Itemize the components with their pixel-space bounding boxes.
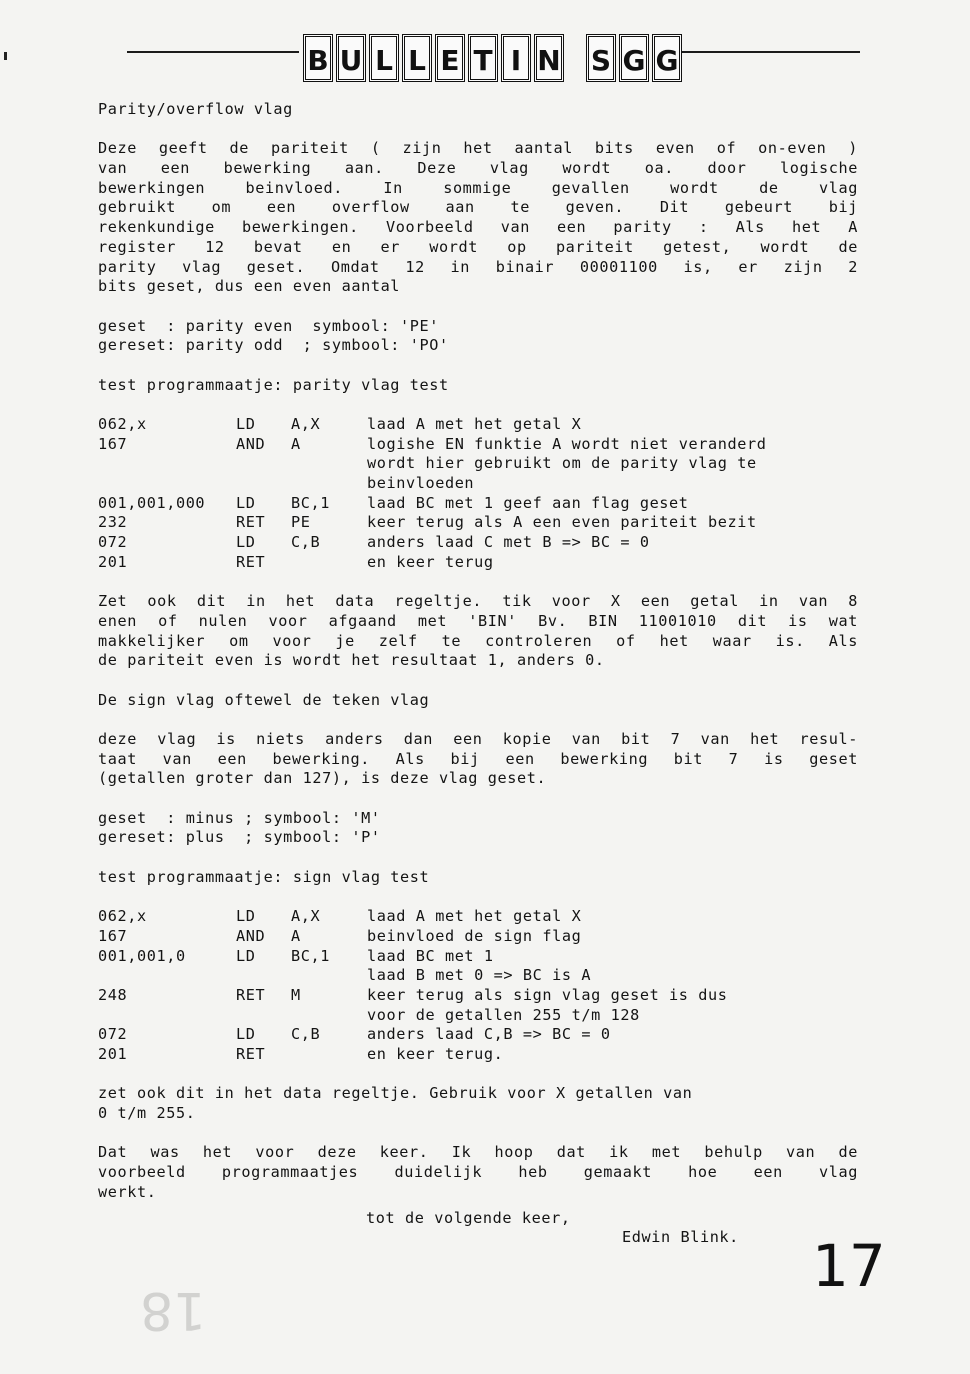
paragraph-line: Deze geeft de pariteit ( zijn het aantal bits even of on-even ) [98,139,858,158]
mnemonic: LD [236,415,256,433]
program-row [98,553,858,573]
paragraph-line: Dat was het voor deze keer. Ik hoop dat ik met behulp van de [98,1143,858,1162]
paragraph-line: enen of nulen voor afgaand met 'BIN' Bv. BIN 11001010 dit is wat [98,611,858,630]
paragraph-closing [98,1143,858,1202]
sign-program-listing [98,907,858,1065]
opcode-bytes: 167 [98,434,128,453]
masthead-letter: U [336,34,366,82]
program-comment: keer terug als sign vlag geset is dus [367,985,728,1004]
opcode-bytes: 167 [98,926,128,945]
program-row [98,533,858,553]
operand: A,X [291,907,321,926]
program-comment: en keer terug [367,552,494,571]
program-comment: anders laad C,B => BC = 0 [367,1025,611,1044]
closing-line: tot de volgende keer, [366,1209,571,1227]
paragraph-line: parity vlag geset. Omdat 12 in binair 00001100 is, er zijn 2 [98,257,858,276]
operand [291,966,367,986]
masthead-letter: L [402,34,432,82]
program-row [98,454,858,474]
state-line: geset : minus ; symbool: 'M' [98,808,381,827]
program-comment: laad B met 0 => BC is A [367,966,592,985]
author-signature: Edwin Blink. [622,1228,739,1246]
program-comment: en keer terug. [367,1045,504,1063]
masthead-letter: G [619,34,649,82]
operand: M [291,985,301,1004]
program-row [98,1006,858,1026]
masthead-letter: N [534,34,564,82]
program-comment: laad A met het getal X [367,907,582,926]
program-row [98,474,858,494]
mnemonic: AND [236,926,266,945]
mnemonic: RET [236,985,266,1004]
opcode-bytes [98,454,236,474]
operand: PE [291,513,311,532]
paragraph-line: werkt. [98,1182,157,1201]
state-line: gereset: parity odd ; symbool: 'PO' [98,336,449,355]
operand: A [291,434,301,453]
paragraph-line: bits geset, dus een even aantal [98,277,401,296]
paragraph-line: taat van een bewerking. Als bij een bewerking bit 7 is geset [98,749,858,768]
operand: A [291,926,301,945]
program-row [98,1045,858,1065]
paragraph-line: makkelijker om voor je zelf te controleren of het waar is. Als [98,631,858,650]
paragraph-line: (getallen groter dan 127), is deze vlag geset. [98,769,547,788]
mnemonic: AND [236,434,266,453]
program-comment: anders laad C met B => BC = 0 [367,533,650,552]
article-body [98,100,858,1203]
program-comment: laad A met het getal X [367,415,582,433]
mnemonic: RET [236,513,266,532]
mnemonic [236,966,291,986]
masthead-letter: G [652,34,682,82]
program-comment: keer terug als A een even pariteit bezit [367,513,757,532]
mnemonic: LD [236,533,256,552]
masthead-letter: S [586,34,616,82]
paragraph-parity-usage [98,592,858,671]
mnemonic: LD [236,907,256,926]
opcode-bytes: 072 [98,1025,128,1044]
bulletin-masthead [303,30,682,86]
paragraph-line: gebruikt om een overflow aan te geven. Dit gebeurt bij [98,198,858,217]
program-comment: laad BC met 1 geef aan flag geset [367,493,689,512]
mnemonic: LD [236,493,256,512]
operand: C,B [291,533,321,552]
program-comment: wordt hier gebruikt om de parity vlag te [367,454,757,473]
masthead-letter: E [435,34,465,82]
opcode-bytes: 001,001,000 [98,493,206,512]
operand: C,B [291,1025,321,1044]
operand [291,1045,367,1065]
ghost-page-number: 18 [140,1280,207,1340]
mnemonic [236,474,291,494]
opcode-bytes: 201 [98,1045,128,1063]
operand [291,454,367,474]
masthead-gap [567,34,583,82]
paragraph-line: de pariteit even is wordt het resultaat 1, anders 0. [98,651,605,670]
operand: BC,1 [291,946,330,965]
sign-test-heading: test programmaatje: sign vlag test [98,867,430,886]
opcode-bytes: 201 [98,552,128,571]
program-comment: beinvloed de sign flag [367,926,582,945]
opcode-bytes: 062,x [98,907,147,926]
operand: A,X [291,415,321,433]
paragraph-sign-usage [98,1084,858,1123]
page-number: 17 [812,1232,886,1300]
opcode-bytes: 001,001,0 [98,946,186,965]
paragraph-line: bewerkingen beinvloed. In sommige gevallen wordt de vlag [98,178,858,197]
operand: BC,1 [291,493,330,512]
program-row [98,947,858,967]
paragraph-parity-intro [98,139,858,297]
heading-parity: Parity/overflow vlag [98,100,293,118]
paragraph-line: deze vlag is niets anders dan een kopie van bit 7 van het resul- [98,730,858,748]
program-comment: beinvloeden [367,474,475,493]
opcode-bytes: 232 [98,513,128,532]
masthead-letter: B [303,34,333,82]
masthead-letter: T [468,34,498,82]
opcode-bytes [98,966,236,986]
program-row [98,494,858,514]
mnemonic: RET [236,552,266,571]
program-row [98,966,858,986]
program-row [98,927,858,947]
mnemonic [236,454,291,474]
opcode-bytes: 072 [98,533,128,552]
masthead-letter: L [369,34,399,82]
paragraph-line: van een bewerking aan. Deze vlag wordt oa. door logische [98,159,858,178]
program-comment: voor de getallen 255 t/m 128 [367,1005,640,1024]
heading-sign: De sign vlag oftewel de teken vlag [98,690,430,709]
opcode-bytes: 248 [98,985,128,1004]
opcode-bytes [98,474,236,494]
header-rule-left [127,51,299,53]
paragraph-line: rekenkundige bewerkingen. Voorbeeld van een parity : Als het A [98,218,858,237]
mnemonic: LD [236,946,256,965]
parity-states [98,317,858,356]
program-row [98,1025,858,1045]
header-rule-right [661,51,860,53]
program-comment: laad BC met 1 [367,946,494,965]
state-line: gereset: plus ; symbool: 'P' [98,828,381,847]
parity-test-heading: test programmaatje: parity vlag test [98,375,449,394]
paragraph-line: Zet ook dit in het data regeltje. tik voor X een getal in van 8 [98,592,858,611]
paragraph-line: register 12 bevat en er wordt op pariteit getest, wordt de [98,237,858,256]
program-row [98,986,858,1006]
program-row [98,435,858,455]
paragraph-line: voorbeeld programmaatjes duidelijk heb gemaakt hoe een vlag [98,1163,858,1182]
mnemonic: RET [236,1045,266,1063]
parity-program-listing [98,415,858,573]
program-row [98,415,858,435]
opcode-bytes [98,1006,236,1026]
paragraph-line: 0 t/m 255. [98,1104,196,1123]
paragraph-sign-intro [98,730,858,789]
mnemonic: LD [236,1025,256,1044]
program-row [98,513,858,533]
mnemonic [236,1006,291,1026]
opcode-bytes: 062,x [98,415,147,433]
masthead-letter: I [501,34,531,82]
paragraph-line: zet ook dit in het data regeltje. Gebruik voor X getallen van [98,1084,693,1103]
operand [291,1006,367,1026]
scan-edge-mark [4,52,7,60]
operand [291,474,367,494]
program-row [98,907,858,927]
state-line: geset : parity even symbool: 'PE' [98,316,440,335]
program-comment: logishe EN funktie A wordt niet veranderd [367,434,767,453]
operand [291,553,367,573]
sign-states [98,809,858,848]
